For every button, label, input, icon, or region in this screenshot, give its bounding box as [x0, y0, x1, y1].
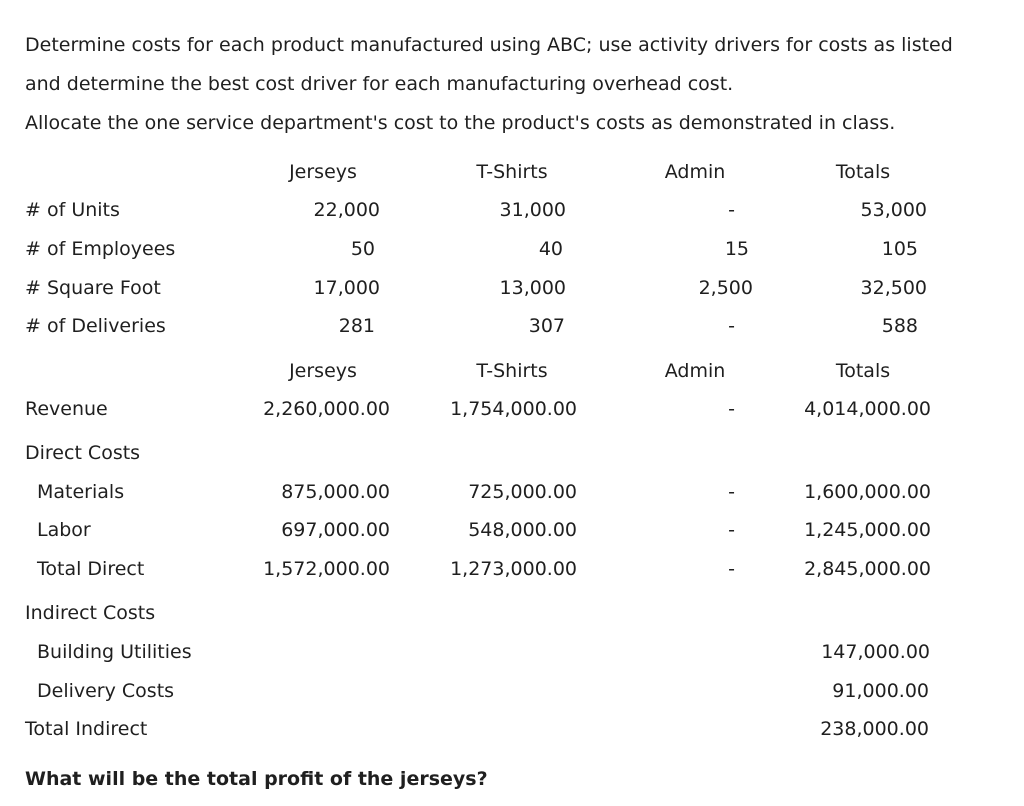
- fin-header-admin: Admin: [664, 360, 726, 382]
- deliveries-tshirts: 307: [528, 315, 565, 337]
- sqft-totals: 32,500: [860, 277, 927, 299]
- units-admin: -: [728, 199, 735, 221]
- units-jerseys: 22,000: [313, 199, 380, 221]
- labor-jerseys: 697,000.00: [281, 519, 390, 541]
- instruction-line-1: Determine costs for each product manufactured using ABC; use activity drivers for costs as listed: [25, 34, 953, 56]
- instruction-line-2: and determine the best cost driver for each manufacturing overhead cost.: [25, 73, 734, 95]
- drivers-header-totals: Totals: [835, 161, 891, 183]
- units-totals: 53,000: [860, 199, 927, 221]
- instruction-line-3: Allocate the one service department's cost to the product's costs as demonstrated in class.: [25, 112, 896, 134]
- revenue-totals: 4,014,000.00: [804, 398, 931, 420]
- employees-totals: 105: [881, 238, 918, 260]
- total-direct-label: Total Direct: [37, 558, 145, 580]
- delivery-costs-total: 91,000.00: [832, 680, 929, 702]
- deliveries-totals: 588: [881, 315, 918, 337]
- sqft-jerseys: 17,000: [313, 277, 380, 299]
- revenue-admin: -: [728, 398, 735, 420]
- delivery-costs-label: Delivery Costs: [37, 680, 175, 702]
- row-label-square-foot: # Square Foot: [25, 277, 161, 299]
- labor-tshirts: 548,000.00: [468, 519, 577, 541]
- materials-label: Materials: [37, 481, 125, 503]
- total-direct-tshirts: 1,273,000.00: [450, 558, 577, 580]
- units-tshirts: 31,000: [499, 199, 566, 221]
- building-utilities-label: Building Utilities: [37, 641, 192, 663]
- building-utilities-total: 147,000.00: [821, 641, 930, 663]
- row-label-deliveries: # of Deliveries: [25, 315, 166, 337]
- deliveries-jerseys: 281: [338, 315, 375, 337]
- sqft-tshirts: 13,000: [499, 277, 566, 299]
- materials-jerseys: 875,000.00: [281, 481, 390, 503]
- question: What will be the total profit of the jerseys?: [25, 768, 488, 790]
- employees-admin: 15: [724, 238, 749, 260]
- materials-tshirts: 725,000.00: [468, 481, 577, 503]
- deliveries-admin: -: [728, 315, 735, 337]
- total-direct-totals: 2,845,000.00: [804, 558, 931, 580]
- drivers-header-tshirts: T-Shirts: [476, 161, 548, 183]
- sqft-admin: 2,500: [698, 277, 753, 299]
- labor-label: Labor: [37, 519, 91, 541]
- total-indirect-total: 238,000.00: [820, 718, 929, 740]
- revenue-label: Revenue: [25, 398, 108, 420]
- total-indirect-label: Total Indirect: [25, 718, 148, 740]
- materials-admin: -: [728, 481, 735, 503]
- revenue-jerseys: 2,260,000.00: [263, 398, 390, 420]
- materials-totals: 1,600,000.00: [804, 481, 931, 503]
- total-direct-admin: -: [728, 558, 735, 580]
- labor-totals: 1,245,000.00: [804, 519, 931, 541]
- row-label-units: # of Units: [25, 199, 120, 221]
- fin-header-jerseys: Jerseys: [289, 360, 357, 382]
- drivers-header-jerseys: Jerseys: [289, 161, 357, 183]
- indirect-costs-label: Indirect Costs: [25, 602, 156, 624]
- fin-header-totals: Totals: [835, 360, 891, 382]
- total-direct-jerseys: 1,572,000.00: [263, 558, 390, 580]
- employees-tshirts: 40: [538, 238, 563, 260]
- revenue-tshirts: 1,754,000.00: [450, 398, 577, 420]
- row-label-employees: # of Employees: [25, 238, 176, 260]
- drivers-header-admin: Admin: [664, 161, 726, 183]
- labor-admin: -: [728, 519, 735, 541]
- direct-costs-label: Direct Costs: [25, 442, 141, 464]
- employees-jerseys: 50: [350, 238, 375, 260]
- fin-header-tshirts: T-Shirts: [476, 360, 548, 382]
